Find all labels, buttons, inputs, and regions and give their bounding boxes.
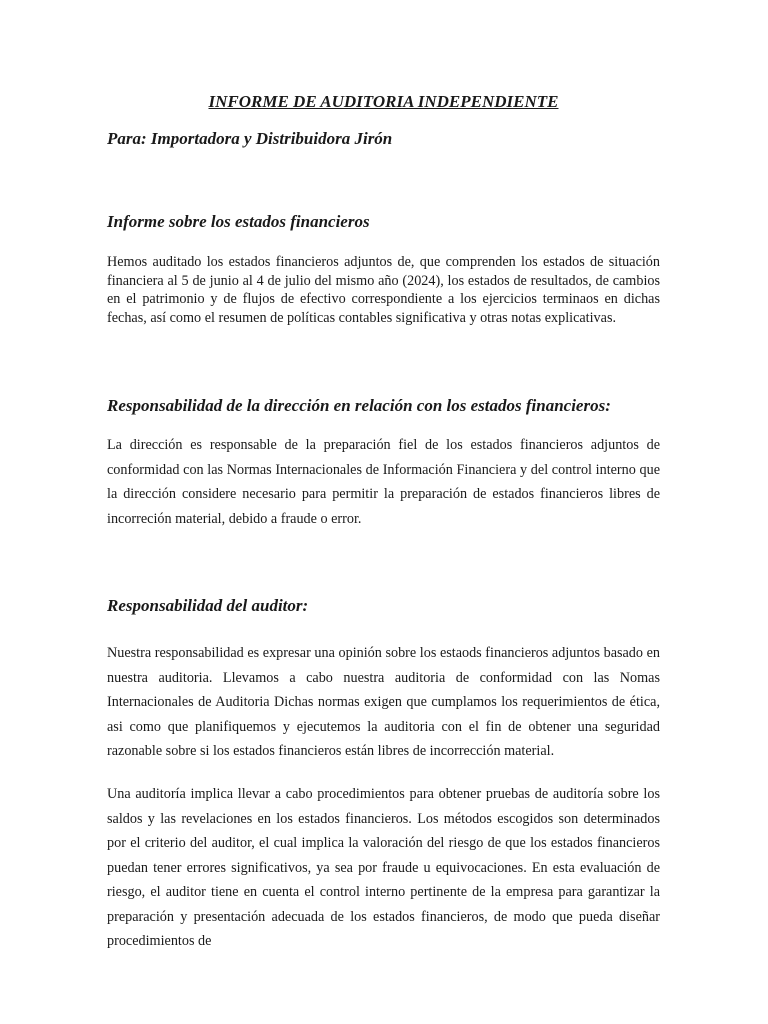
auditor-responsibility-paragraph-1: Nuestra responsabilidad es expresar una opinión sobre los estaods financieros adjuntos basado en nuestra auditoria. Llevamos a cabo nuestra auditoria de conformidad con las Nomas Internacionales de Auditoria Dichas normas exigen que cumplamos los requerimientos de ética, asi como que planifiquemos y ejecutemos la auditoria con el fin de obtener una seguridad razonable sobre si los estados financieros están libres de incorrección material. (107, 645, 660, 759)
section-heading-financial-statements: Informe sobre los estados financieros (107, 212, 370, 231)
management-responsibility-paragraph: La dirección es responsable de la preparación fiel de los estados financieros adjuntos de conformidad con las Normas Internacionales de Información Financiera y del control interno que la dirección considere necesario para permitir la preparación de estados financieros libres de incorreción material, debido a fraude o error. (107, 437, 660, 527)
section-heading-management-responsibility: Responsabilidad de la dirección en relación con los estados financieros: (107, 396, 611, 415)
addressee-line: Para: Importadora y Distribuidora Jirón (107, 129, 393, 148)
financial-statements-paragraph: Hemos auditado los estados financieros adjuntos de, que comprenden los estados de situación financiera al 5 de junio al 4 de julio del mismo año (2024), los estados de resultados, de cambios en el patrimonio y de flujos de efectivo correspondiente a los ejercicios terminaos en dichas fechas, así como el resumen de políticas contables significativa y otras notas explicativas. (107, 254, 660, 326)
auditor-responsibility-paragraph-2: Una auditoría implica llevar a cabo procedimientos para obtener pruebas de auditoría sobre los saldos y las revelaciones en los estados financieros. Los métodos escogidos son determinados por el criterio del auditor, el cual implica la valoración del riesgo de que los estados financieros puedan tener errores significativos, ya sea por fraude u equivocaciones. En esta evaluación de riesgo, el auditor tiene en cuenta el control interno pertinente de la empresa para garantizar la preparación y presentación adecuada de los estados financieros, de modo que pueda diseñar procedimientos de (107, 786, 660, 949)
section-heading-auditor-responsibility: Responsabilidad del auditor: (107, 596, 309, 615)
document-title: INFORME DE AUDITORIA INDEPENDIENTE (208, 92, 559, 111)
